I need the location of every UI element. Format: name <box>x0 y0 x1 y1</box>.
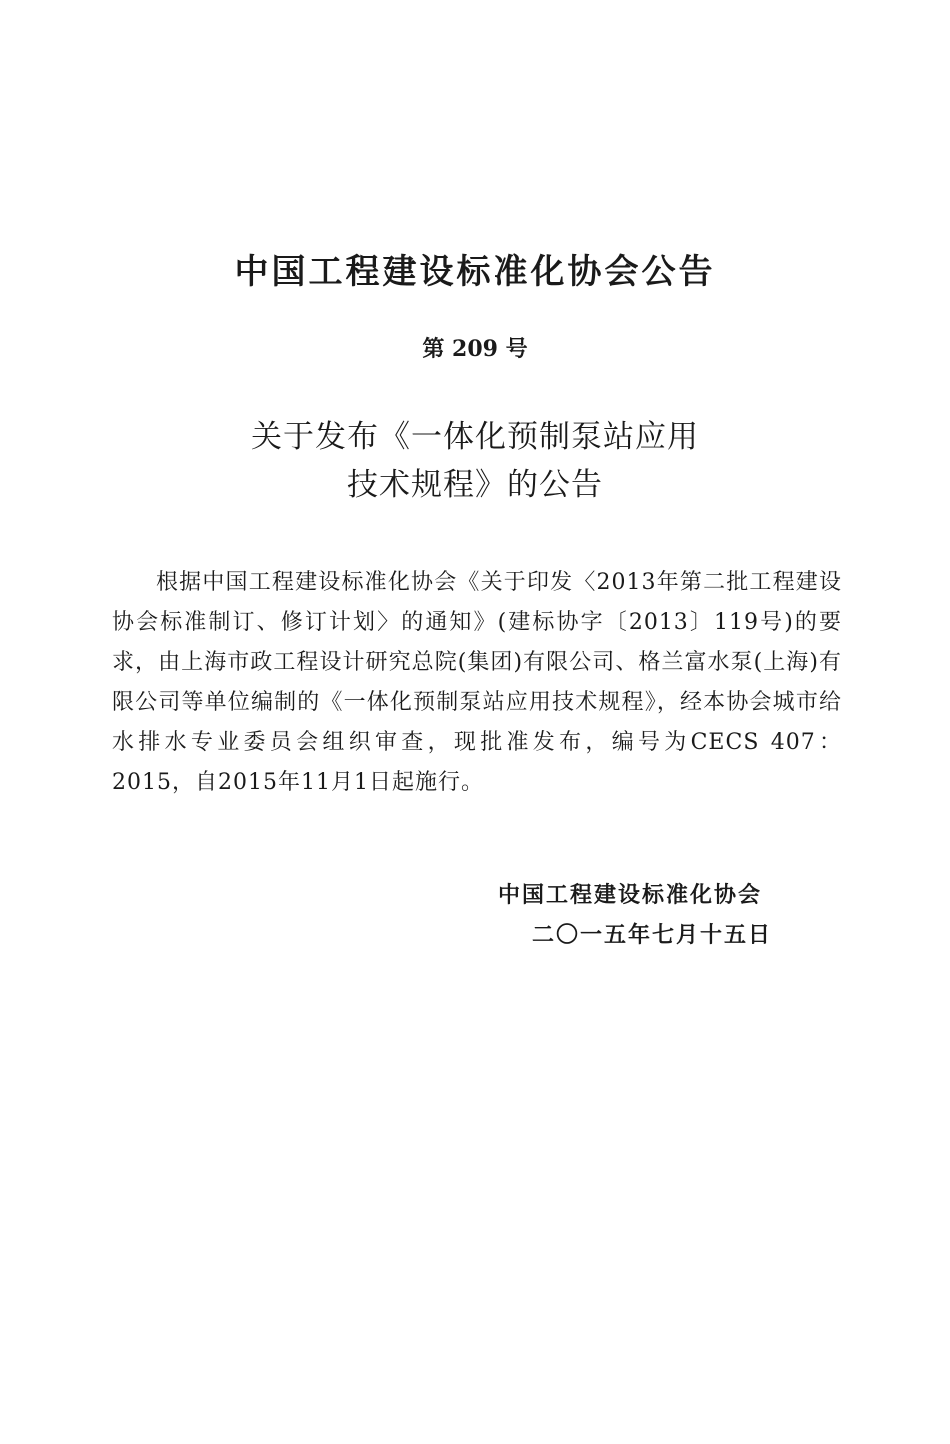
subject-line-1: 关于发布《一体化预制泵站应用 <box>251 419 699 455</box>
announcement-body: 根据中国工程建设标准化协会《关于印发〈2013年第二批工程建设协会标准制订、修订计划〉的通知》(建标协字〔2013〕119号)的要求，由上海市政工程设计研究总院(集团)有限公司、格兰富水泵(上海)有限公司等单位编制的《一体化预制泵站应用技术规程》，经本协会城市给水排水专业委员会组织审查，现批准发布，编号为CECS 407：2015，自2015年11月1日起施行。 <box>112 570 842 795</box>
document-number: 第 209 号 <box>422 336 528 362</box>
announcement-subject <box>0 413 950 509</box>
signature-org: 中国工程建设标准化协会 <box>498 883 763 908</box>
subject-line-2: 技术规程》的公告 <box>347 467 603 503</box>
signature-date: 二〇一五年七月十五日 <box>532 923 773 948</box>
page-title: 中国工程建设标准化协会公告 <box>234 252 716 292</box>
signature-block <box>498 876 798 956</box>
